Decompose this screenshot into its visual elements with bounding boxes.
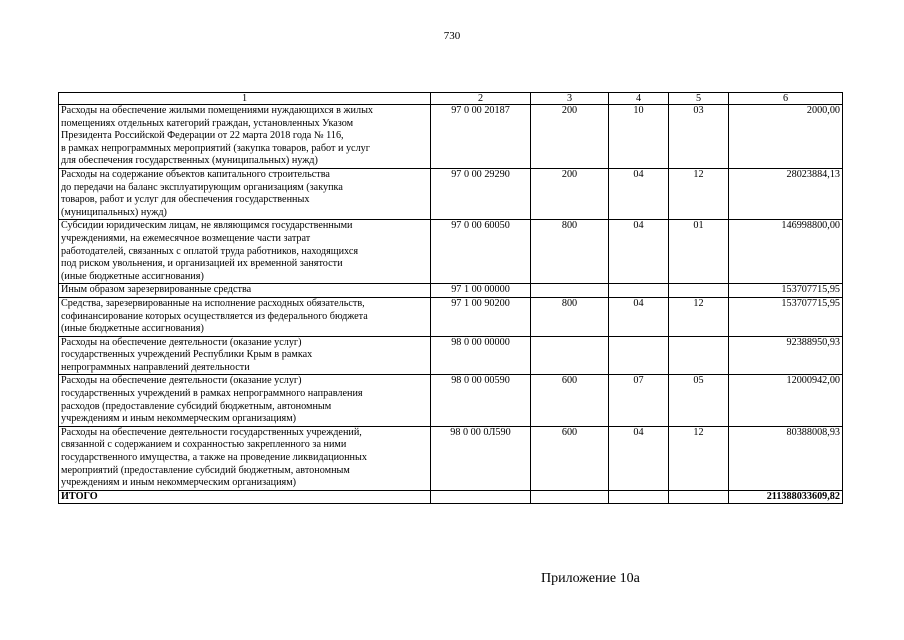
expense-type: 800 <box>531 297 609 336</box>
budget-table <box>58 92 843 504</box>
column-header: 1 <box>59 93 431 105</box>
table-row <box>59 426 843 490</box>
expense-name: Средства, зарезервированные на исполнение расходных обязательств, софинансирование которых осуществляется из федерального бюджета (иные бюджетные ассигнования) <box>59 297 431 336</box>
total-row <box>59 490 843 504</box>
expense-name: Иным образом зарезервированные средства <box>59 284 431 298</box>
section-code <box>609 284 669 298</box>
column-header: 5 <box>669 93 729 105</box>
target-code: 97 1 00 90200 <box>431 297 531 336</box>
subsection-code: 12 <box>669 426 729 490</box>
amount: 92388950,93 <box>729 336 843 375</box>
expense-name: Расходы на обеспечение жилыми помещениями нуждающихся в жилых помещениях отдельных категорий граждан, установленных Указом Президента Российской Федерации от 22 марта 2018 года № 116, в рамках непрограммных мероприятий (закупка товаров, работ и услуг для обеспечения государственных (муниципальных) нужд) <box>59 105 431 169</box>
target-code: 98 0 00 00590 <box>431 375 531 426</box>
expense-name: Субсидии юридическим лицам, не являющимся государственными учреждениями, на ежемесячное возмещение части затрат работодателей, связанных с оплатой труда работников, находящихся под риском увольнения, и организацией их временной занятости (иные бюджетные ассигнования) <box>59 220 431 284</box>
column-header: 6 <box>729 93 843 105</box>
expense-type <box>531 336 609 375</box>
table-row <box>59 297 843 336</box>
total-label: ИТОГО <box>59 490 431 504</box>
amount: 146998800,00 <box>729 220 843 284</box>
column-header: 2 <box>431 93 531 105</box>
section-code: 07 <box>609 375 669 426</box>
expense-name: Расходы на содержание объектов капитального строительства до передачи на баланс эксплуатирующим организациям (закупка товаров, работ и услуг для обеспечения государственных (муниципальных) нужд) <box>59 168 431 219</box>
amount: 153707715,95 <box>729 297 843 336</box>
expense-name: Расходы на обеспечение деятельности (оказание услуг) государственных учреждений Республики Крым в рамках непрограммных направлений деятельности <box>59 336 431 375</box>
appendix-label: Приложение 10а <box>541 571 640 586</box>
amount: 80388008,93 <box>729 426 843 490</box>
expense-name: Расходы на обеспечение деятельности (оказание услуг) государственных учреждений в рамках непрограммного направления расходов (предоставление субсидий бюджетным, автономным учреждениям и иным некоммерческим организациям) <box>59 375 431 426</box>
subsection-code: 12 <box>669 297 729 336</box>
subsection-code: 03 <box>669 105 729 169</box>
expense-name: Расходы на обеспечение деятельности государственных учреждений, связанной с содержанием и сохранностью закрепленного за ними государственного имущества, а также на проведение ликвидационных мероприятий (предоставление субсидий бюджетным, автономным учреждениям и иным некоммерческим организациям) <box>59 426 431 490</box>
subsection-code: 12 <box>669 168 729 219</box>
column-header: 4 <box>609 93 669 105</box>
section-code: 10 <box>609 105 669 169</box>
table-row <box>59 105 843 169</box>
target-code: 97 0 00 20187 <box>431 105 531 169</box>
amount: 2000,00 <box>729 105 843 169</box>
expense-type <box>531 284 609 298</box>
target-code: 98 0 00 0Л590 <box>431 426 531 490</box>
expense-type: 600 <box>531 426 609 490</box>
table-header-row <box>59 93 843 105</box>
section-code: 04 <box>609 426 669 490</box>
empty-cell <box>431 490 531 504</box>
target-code: 98 0 00 00000 <box>431 336 531 375</box>
section-code <box>609 336 669 375</box>
empty-cell <box>669 490 729 504</box>
table-row <box>59 375 843 426</box>
subsection-code: 01 <box>669 220 729 284</box>
target-code: 97 0 00 29290 <box>431 168 531 219</box>
amount: 12000942,00 <box>729 375 843 426</box>
expense-type: 800 <box>531 220 609 284</box>
amount: 153707715,95 <box>729 284 843 298</box>
column-header: 3 <box>531 93 609 105</box>
expense-type: 200 <box>531 105 609 169</box>
subsection-code <box>669 336 729 375</box>
target-code: 97 1 00 00000 <box>431 284 531 298</box>
table-row <box>59 220 843 284</box>
empty-cell <box>609 490 669 504</box>
expense-type: 200 <box>531 168 609 219</box>
expense-type: 600 <box>531 375 609 426</box>
amount: 28023884,13 <box>729 168 843 219</box>
section-code: 04 <box>609 168 669 219</box>
subsection-code: 05 <box>669 375 729 426</box>
section-code: 04 <box>609 297 669 336</box>
table-row <box>59 168 843 219</box>
target-code: 97 0 00 60050 <box>431 220 531 284</box>
subsection-code <box>669 284 729 298</box>
page-number: 730 <box>443 30 461 42</box>
table-row <box>59 336 843 375</box>
empty-cell <box>531 490 609 504</box>
table-row <box>59 284 843 298</box>
section-code: 04 <box>609 220 669 284</box>
total-amount: 211388033609,82 <box>729 490 843 504</box>
